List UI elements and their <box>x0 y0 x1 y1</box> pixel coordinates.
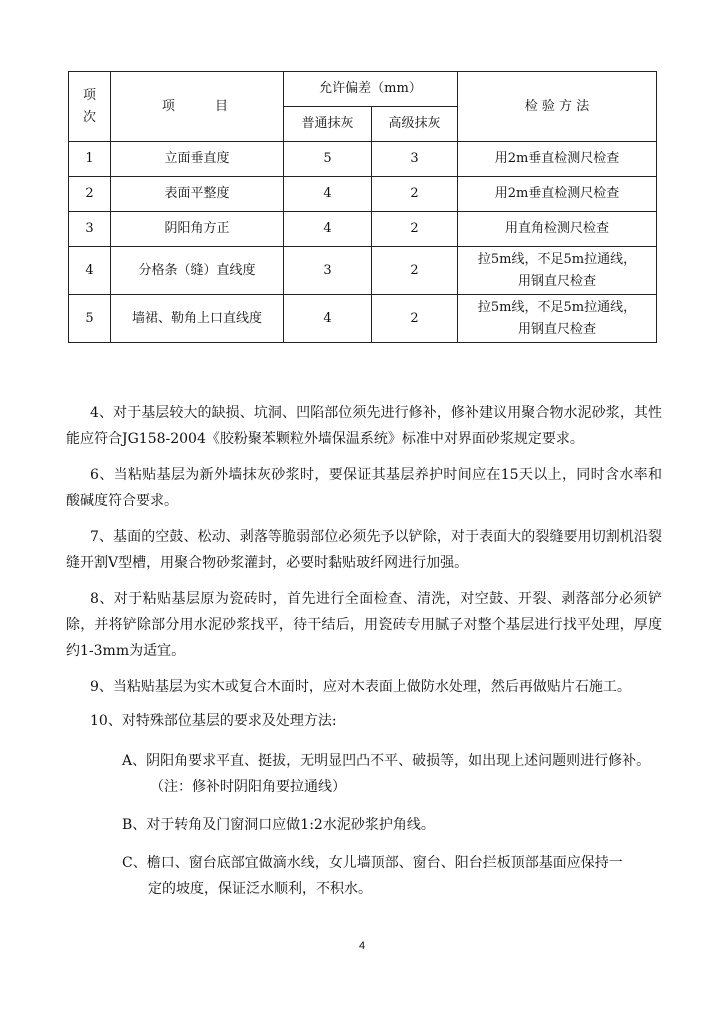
header-index-cell: 项 次 <box>69 72 111 142</box>
row-no: 2 <box>69 177 111 212</box>
header-method-cell: 检 验 方 法 <box>458 72 657 142</box>
row-item: 墙裙、勒角上口直线度 <box>111 295 284 343</box>
header-item-cell: 项 目 <box>111 72 284 142</box>
row-advanced: 2 <box>372 295 458 343</box>
row-normal: 3 <box>284 247 372 295</box>
subitem-a: A、阴阳角要求平直、挺拔，无明显凹凸不平、破损等，如出现上述问题则进行修补。 <box>122 753 651 769</box>
paragraph-6: 6、当粘贴基层为新外墙抹灰砂浆时，要保证其基层养护时间应在15天以上，同时含水率和酸碱度符合要求。 <box>66 467 662 509</box>
row-method: 拉5m线，不足5m拉通线， 用钢直尺检查 <box>458 247 657 295</box>
table-header-row <box>69 72 657 107</box>
subitem-b: B、对于转角及门窗洞口应做1:2水泥砂浆护角线。 <box>122 817 435 833</box>
table-row <box>69 295 657 343</box>
header-normal-cell: 普通抹灰 <box>284 107 372 142</box>
row-method: 用2m垂直检测尺检查 <box>458 177 657 212</box>
subitem-c-continued: 定的坡度，保证泛水顺利，不积水。 <box>148 881 372 897</box>
page-number: 4 <box>358 940 366 952</box>
table-row <box>69 177 657 212</box>
row-advanced: 2 <box>372 177 458 212</box>
header-tolerance-cell: 允许偏差（mm） <box>284 72 458 107</box>
row-normal: 4 <box>284 177 372 212</box>
header-advanced-cell: 高级抹灰 <box>372 107 458 142</box>
row-advanced: 2 <box>372 247 458 295</box>
table-row <box>69 142 657 177</box>
paragraph-9: 9、当粘贴基层为实木或复合木面时，应对木表面上做防水处理，然后再做贴片石施工。 <box>90 679 631 695</box>
subitem-c: C、檐口、窗台底部宜做滴水线，女儿墙顶部、窗台、阳台拦板顶部基面应保持一 <box>122 855 623 871</box>
row-normal: 4 <box>284 212 372 247</box>
row-item: 阴阳角方正 <box>111 212 284 247</box>
subitem-a-note: （注：修补时阴阳角要拉通线） <box>150 779 346 795</box>
row-no: 3 <box>69 212 111 247</box>
row-item: 分格条（缝）直线度 <box>111 247 284 295</box>
paragraph-4: 4、对于基层较大的缺损、坑洞、凹陷部位须先进行修补，修补建议用聚合物水泥砂浆，其性能应符合JG158-2004《胶粉聚苯颗粒外墙保温系统》标准中对界面砂浆规定要求。 <box>66 405 662 447</box>
row-no: 1 <box>69 142 111 177</box>
row-advanced: 3 <box>372 142 458 177</box>
row-item: 立面垂直度 <box>111 142 284 177</box>
table-row <box>69 212 657 247</box>
row-advanced: 2 <box>372 212 458 247</box>
row-normal: 4 <box>284 295 372 343</box>
row-no: 5 <box>69 295 111 343</box>
row-method: 用直角检测尺检查 <box>458 212 657 247</box>
paragraph-10: 10、对特殊部位基层的要求及处理方法: <box>90 713 337 729</box>
paragraph-8: 8、对于粘贴基层原为瓷砖时，首先进行全面检查、清洗，对空鼓、开裂、剥落部分必须铲除，并将铲除部分用水泥砂浆找平，待干结后，用瓷砖专用腻子对整个基层进行找平处理，厚度约1-3mm为适宜。 <box>66 591 662 659</box>
row-no: 4 <box>69 247 111 295</box>
row-item: 表面平整度 <box>111 177 284 212</box>
inspection-table <box>68 71 657 343</box>
row-normal: 5 <box>284 142 372 177</box>
row-method: 用2m垂直检测尺检查 <box>458 142 657 177</box>
paragraph-7: 7、基面的空鼓、松动、剥落等脆弱部位必须先予以铲除，对于表面大的裂缝要用切割机沿裂缝开割V型槽，用聚合物砂浆灌封，必要时黏贴玻纤网进行加强。 <box>66 529 662 571</box>
row-method: 拉5m线，不足5m拉通线， 用钢直尺检查 <box>458 295 657 343</box>
table-row <box>69 247 657 295</box>
